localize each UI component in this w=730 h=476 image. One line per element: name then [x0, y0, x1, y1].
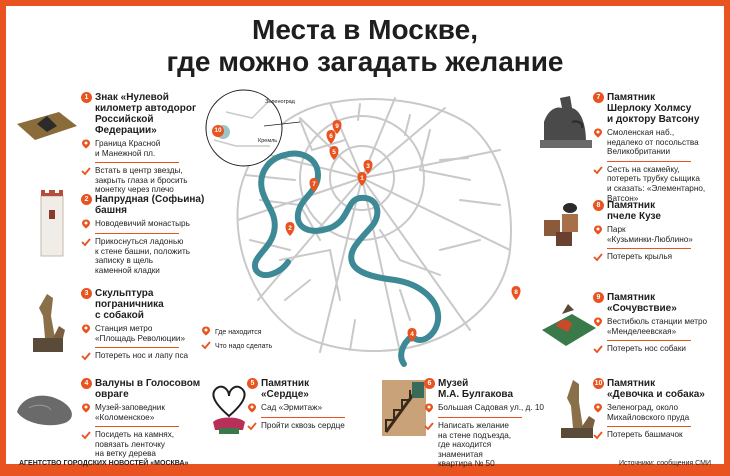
location-pin-icon	[81, 324, 91, 334]
location-pin-icon	[593, 225, 603, 235]
item-location: Смоленская наб., недалеко от посольства Великобритании	[607, 128, 699, 157]
item-number-badge: 3	[81, 288, 92, 299]
place-item-3	[81, 288, 188, 361]
checkmark-icon	[424, 421, 434, 431]
location-pin-icon	[81, 139, 91, 149]
item-name: Валуны в Голосовом овраге	[95, 378, 201, 400]
place-item-7	[593, 92, 705, 203]
sherlock-icon	[538, 92, 600, 165]
item-location: Зеленоград, около Михайловского пруда	[607, 403, 690, 422]
svg-text:5: 5	[332, 149, 336, 156]
item-number-badge: 4	[81, 378, 92, 389]
item-number-badge: 9	[593, 292, 604, 303]
tower-icon	[27, 190, 89, 263]
item-wish: Потереть крылья	[607, 252, 673, 262]
page-title-line-1: Места в Москве,	[252, 14, 478, 45]
item-wish: Потереть нос и лапу пса	[95, 351, 189, 361]
place-item-8	[593, 200, 693, 262]
divider	[95, 347, 179, 348]
checkmark-icon	[81, 237, 91, 247]
location-pin-icon	[593, 128, 603, 138]
map-marker-2	[286, 222, 295, 236]
item-number-badge: 6	[424, 378, 435, 389]
legend-wish-label: Что надо сделать	[215, 343, 273, 350]
divider	[607, 248, 691, 249]
checkmark-icon	[593, 344, 603, 354]
place-item-10	[593, 378, 705, 440]
item-wish: Написать желание на стене подъезда, где находится знаменитая квартира № 50	[438, 421, 512, 469]
boulder-icon	[15, 384, 77, 457]
place-item-4	[81, 378, 200, 459]
svg-text:1: 1	[360, 175, 364, 182]
item-number-badge: 2	[81, 194, 92, 205]
checkmark-icon	[247, 421, 257, 431]
item-name: Памятник «Сочувствие»	[607, 292, 677, 314]
statue-icon	[25, 286, 87, 359]
item-wish: Сесть на скамейку, потереть трубку сыщика и сказать: «Элементарно, Ватсон»	[607, 164, 706, 203]
place-item-9	[593, 292, 707, 354]
svg-text:2: 2	[288, 225, 292, 232]
map-marker-8	[512, 286, 521, 300]
svg-text:4: 4	[410, 331, 414, 338]
zelenograd-label: Зеленоград	[265, 99, 295, 105]
checkmark-icon	[593, 430, 603, 440]
item-wish: Встать в центр звезды, закрыть глаза и бросить монетку через плечо	[95, 166, 188, 195]
checkmark-icon	[201, 340, 211, 350]
item-wish: Потереть нос собаки	[607, 344, 686, 354]
divider	[438, 417, 522, 418]
item-location: Станция метро «Площадь Революции»	[95, 324, 186, 343]
agency-credit: АГЕНТСТВО ГОРОДСКИХ НОВОСТЕЙ «МОСКВА»	[19, 460, 189, 467]
svg-text:8: 8	[514, 289, 518, 296]
item-location: Граница Красной и Манежной пл.	[95, 139, 161, 158]
divider	[95, 162, 179, 163]
moskva-river-west	[255, 155, 288, 275]
compass-star-icon	[15, 96, 77, 169]
location-pin-icon	[424, 403, 434, 413]
item-number-badge: 1	[81, 92, 92, 103]
legend-location-label: Где находится	[215, 329, 262, 336]
place-item-2	[81, 194, 204, 275]
item-number-badge: 5	[247, 378, 258, 389]
item-location: Вестибюль станции метро «Менделеевская»	[607, 317, 708, 336]
sources-credit: Источники: сообщения СМИ	[619, 460, 711, 467]
map-marker-6	[327, 130, 336, 144]
svg-text:3: 3	[366, 163, 370, 170]
divider	[607, 426, 691, 427]
item-wish: Потереть башмачок	[607, 430, 683, 440]
item-number-badge: 8	[593, 200, 604, 211]
item-name: Памятник «Девочка и собака»	[607, 378, 705, 400]
item-location: Новодевичий монастырь	[95, 219, 190, 228]
place-item-1	[81, 92, 196, 195]
svg-text:6: 6	[329, 133, 333, 140]
divider	[95, 426, 179, 427]
location-pin-icon	[593, 317, 603, 327]
place-item-6	[424, 378, 544, 469]
dog-monument-icon	[538, 290, 600, 363]
checkmark-icon	[593, 165, 603, 175]
checkmark-icon	[593, 252, 603, 262]
divider	[607, 161, 691, 162]
location-pin-icon	[81, 219, 91, 229]
item-name: Памятник Шерлоку Холмсу и доктору Ватсону	[607, 92, 700, 125]
item-location: Парк «Кузьминки-Люблино»	[607, 225, 693, 244]
inset-marker-10: 10	[212, 125, 224, 137]
item-wish: Пройти сквозь сердце	[261, 421, 345, 430]
divider	[607, 340, 691, 341]
item-name: Музей М.А. Булгакова	[438, 378, 514, 400]
location-pin-icon	[593, 403, 603, 413]
item-name: Напрудная (Софьина) башня	[95, 194, 205, 216]
item-name: Памятник «Сердце»	[261, 378, 310, 400]
kremlin-label: Кремль	[258, 138, 278, 144]
checkmark-icon	[81, 351, 91, 361]
location-pin-icon	[247, 403, 257, 413]
item-name: Знак «Нулевой километр автодорог Российской Федерации»	[95, 92, 197, 136]
page-title-line-2: где можно загадать желание	[166, 46, 564, 77]
item-wish: Прикоснуться ладонью к стене башни, положить записку в щель каменной кладки	[95, 237, 190, 275]
divider	[95, 233, 179, 234]
moskva-river-east	[401, 336, 412, 364]
item-wish: Посидеть на камнях, повязать ленточку на ветку дерева	[95, 430, 175, 459]
item-number-badge: 7	[593, 92, 604, 103]
item-name: Скульптура пограничника с собакой	[95, 288, 164, 321]
svg-text:7: 7	[312, 181, 316, 188]
map-legend	[201, 326, 272, 354]
svg-text:9: 9	[335, 123, 339, 130]
location-pin-icon	[81, 403, 91, 413]
divider	[261, 417, 345, 418]
item-number-badge: 10	[594, 380, 603, 387]
checkmark-icon	[81, 166, 91, 176]
item-location: Сад «Эрмитаж»	[261, 403, 323, 412]
item-location: Большая Садовая ул., д. 10	[438, 403, 544, 412]
location-pin-icon	[201, 326, 211, 336]
place-item-5	[247, 378, 345, 431]
item-location: Музей-заповедник «Коломенское»	[95, 403, 165, 422]
checkmark-icon	[81, 430, 91, 440]
item-name: Памятник пчеле Кузе	[607, 200, 661, 222]
